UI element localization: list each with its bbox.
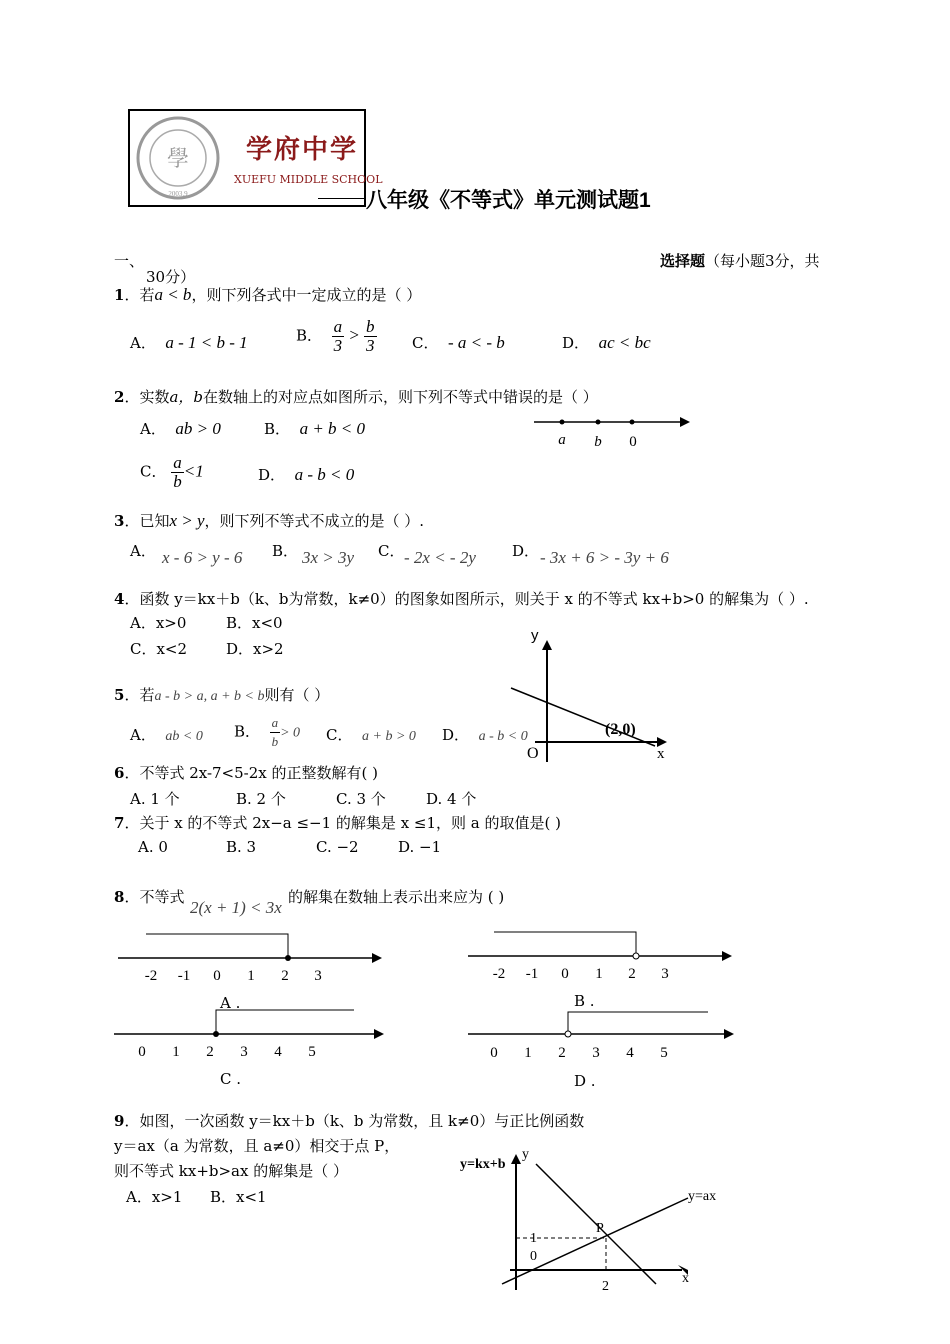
q8-label-a[interactable]: A .: [220, 994, 241, 1012]
q4-option-a[interactable]: A．x>0: [130, 614, 187, 632]
q1-option-b[interactable]: B． $\frac{a}{3}$ > $\frac{b}{3}$: [296, 317, 375, 355]
q2-number-line: [530, 404, 700, 450]
q3-option-b-expr: 3x > 3y: [302, 548, 355, 567]
svg-text:1: 1: [524, 1045, 532, 1061]
question-1-stem: 1．若a < b，则下列各式中一定成立的是（ ）: [114, 285, 422, 304]
question-2-stem: 2．实数a，b在数轴上的对应点如图所示，则下列不等式中错误的是（ ）: [114, 388, 598, 406]
q3-option-d[interactable]: D．: [512, 542, 540, 560]
section-heading-note-cont: 30分）: [146, 268, 196, 286]
q7-option-a[interactable]: A. 0: [138, 838, 168, 856]
svg-text:O: O: [527, 745, 539, 762]
section-heading-note: （每小题3分，共: [705, 252, 820, 270]
q7-option-b[interactable]: B. 3: [226, 838, 257, 856]
q3-option-c[interactable]: C．: [378, 542, 405, 560]
q7-option-c[interactable]: C. −2: [316, 838, 359, 856]
svg-text:0: 0: [561, 966, 569, 982]
section-number: 一、: [114, 252, 145, 270]
q3-option-a[interactable]: A．: [130, 542, 156, 560]
q4-option-b[interactable]: B．x<0: [226, 614, 283, 632]
svg-text:0: 0: [490, 1045, 498, 1061]
q2-option-b[interactable]: B． a + b < 0: [264, 419, 366, 438]
svg-text:y=kx+b: y=kx+b: [460, 1157, 506, 1172]
svg-text:P: P: [596, 1221, 604, 1236]
svg-text:b: b: [594, 434, 602, 450]
q3-option-d-expr: - 3x + 6 > - 3y + 6: [540, 548, 669, 567]
q8-inequality: 2(x + 1) < 3x: [190, 898, 282, 917]
svg-text:x: x: [682, 1271, 689, 1286]
question-9-stem-line2: y＝ax（a 为常数，且 a≠0）相交于点 P，: [114, 1137, 400, 1155]
svg-text:y=ax: y=ax: [688, 1189, 717, 1204]
question-3-stem: 3．已知x > y，则下列不等式不成立的是（ ）.: [114, 511, 425, 530]
q5-option-a[interactable]: A． ab < 0: [130, 726, 203, 744]
svg-text:2: 2: [206, 1044, 214, 1060]
q9-option-b[interactable]: B．x<1: [210, 1188, 267, 1206]
q4-option-d[interactable]: D．x>2: [226, 640, 284, 658]
svg-text:1: 1: [530, 1231, 537, 1246]
q2-option-c[interactable]: C． $\frac{a}{b}$ <1: [140, 453, 204, 491]
q1-option-c[interactable]: C． - a < - b: [412, 333, 505, 352]
q3-option-c-expr: - 2x < - 2y: [404, 548, 476, 567]
q8-label-c[interactable]: C .: [220, 1070, 242, 1088]
q8-label-b[interactable]: B .: [574, 992, 595, 1010]
svg-text:3: 3: [240, 1044, 248, 1060]
q8-stem-end: 的解集在数轴上表示出来应为 ( ): [288, 888, 505, 906]
q5-option-d[interactable]: D． a - b < 0: [442, 726, 528, 744]
svg-text:-1: -1: [525, 966, 539, 982]
svg-text:3: 3: [661, 966, 669, 982]
svg-text:1: 1: [247, 968, 255, 984]
q6-option-c[interactable]: C. 3 个: [336, 790, 386, 808]
svg-text:y: y: [522, 1147, 529, 1162]
logo-cn-text: 学府中学: [246, 135, 359, 165]
svg-text:3: 3: [592, 1045, 600, 1061]
q1-option-a[interactable]: A． a - 1 < b - 1: [130, 333, 248, 352]
school-logo: [128, 109, 383, 207]
svg-text:2: 2: [558, 1045, 566, 1061]
svg-text:-1: -1: [177, 968, 191, 984]
svg-text:2: 2: [602, 1279, 609, 1294]
q2-option-d[interactable]: D． a - b < 0: [258, 465, 355, 484]
q5-option-b[interactable]: B． $\frac{a}{b}$ > 0: [234, 715, 301, 749]
question-8-stem: 8．不等式: [114, 888, 185, 906]
q8-number-line-b[interactable]: [464, 922, 744, 982]
svg-text:5: 5: [660, 1045, 668, 1061]
svg-text:學: 學: [166, 146, 190, 171]
question-9-stem: 9．如图，一次函数 y＝kx＋b（k、b 为常数，且 k≠0）与正比例函数: [114, 1112, 585, 1130]
question-6-stem: 6．不等式 2x-7<5-2x 的正整数解有( ): [114, 764, 378, 782]
svg-text:0: 0: [629, 434, 637, 450]
svg-text:-2: -2: [492, 966, 506, 982]
svg-text:-2: -2: [144, 968, 158, 984]
q5-option-c[interactable]: C． a + b > 0: [326, 726, 416, 744]
q3-option-b[interactable]: B．: [272, 542, 299, 560]
svg-text:0: 0: [530, 1249, 537, 1264]
q6-option-a[interactable]: A. 1 个: [130, 790, 180, 808]
question-9-stem-line3: 则不等式 kx+b>ax 的解集是（ ）: [114, 1162, 348, 1180]
q8-label-d[interactable]: D .: [574, 1072, 596, 1090]
q6-option-b[interactable]: B. 2 个: [236, 790, 286, 808]
svg-text:4: 4: [274, 1044, 282, 1060]
q1-option-d[interactable]: D． ac < bc: [562, 333, 651, 352]
q7-option-d[interactable]: D. −1: [398, 838, 442, 856]
svg-text:1: 1: [172, 1044, 180, 1060]
svg-text:3: 3: [314, 968, 322, 984]
svg-text:0: 0: [138, 1044, 146, 1060]
title-blank: [318, 198, 366, 199]
svg-text:1: 1: [595, 966, 603, 982]
question-7-stem: 7．关于 x 的不等式 2x−a ≤−1 的解集是 x ≤1，则 a 的取值是( ): [114, 814, 561, 832]
question-4-stem: 4．函数 y＝kx＋b（k、b为常数，k≠0）的图象如图所示，则关于 x 的不等式 kx+b>0 的解集为（ ）.: [114, 590, 809, 608]
q8-number-line-a[interactable]: [114, 924, 394, 984]
q4-graph: [505, 628, 675, 768]
q3-option-a-expr: x - 6 > y - 6: [162, 548, 243, 567]
logo-en-text: XUEFU MIDDLE SCHOOL: [234, 173, 383, 186]
svg-text:2: 2: [281, 968, 289, 984]
svg-text:y: y: [531, 627, 539, 644]
question-5-stem: 5．若a - b > a, a + b < b则有（ ）: [114, 686, 330, 704]
q2-option-a[interactable]: A． ab > 0: [140, 419, 221, 438]
svg-text:x: x: [657, 746, 665, 762]
q9-option-a[interactable]: A．x>1: [126, 1188, 183, 1206]
svg-text:2: 2: [628, 966, 636, 982]
q6-option-d[interactable]: D. 4 个: [426, 790, 477, 808]
q4-option-c[interactable]: C．x<2: [130, 640, 188, 658]
svg-text:0: 0: [213, 968, 221, 984]
svg-text:(2,0): (2,0): [605, 721, 636, 738]
svg-text:5: 5: [308, 1044, 316, 1060]
q8-number-line-c[interactable]: [114, 1000, 394, 1060]
page-title: 八年级《不等式》单元测试题1: [366, 189, 651, 212]
q8-number-line-d[interactable]: [464, 1002, 744, 1062]
q9-graph: [456, 1148, 736, 1298]
section-heading: 选择题: [660, 252, 706, 270]
svg-text:4: 4: [626, 1045, 634, 1061]
svg-text:2003.9: 2003.9: [168, 190, 188, 198]
svg-text:a: a: [558, 432, 566, 448]
